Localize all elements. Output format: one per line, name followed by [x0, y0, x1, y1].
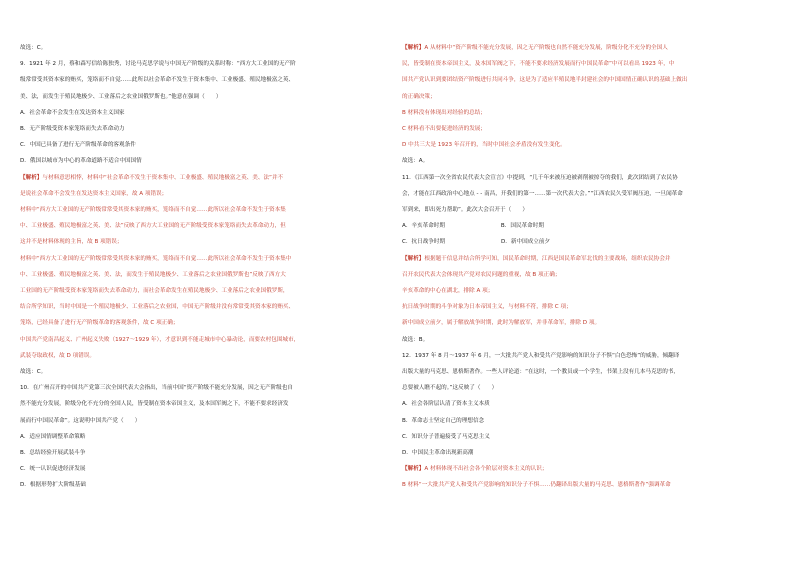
right-line: A．辛亥革命时期 B．国民革命时期 — [402, 223, 544, 230]
right-line: 会，才能在江西政治中心地点 - - 南昌，开我们的第一……第一次代表大会。”“江西农民久受军阀压迫，一旦闻革命 — [402, 190, 683, 197]
left-line: 故选：C。 — [20, 45, 47, 51]
right-line — [402, 461, 774, 477]
right-line: 辛亥革命的中心在湖北，排除 A 项； — [402, 288, 494, 295]
right-line — [402, 40, 774, 56]
analysis-text: A 从材料中“资产阶级不能充分发展，因之无产阶级也自然不能充分发展，阶级分化不充分的全国人 — [424, 45, 668, 51]
left-line: D．根据形势扩大阶级基础 — [20, 482, 86, 489]
left-line: 笼络，已经具备了进行无产阶级革命的客观条件，故 C 项正确； — [20, 320, 179, 327]
right-line: 军到来，即出死力帮助”。此次大会召开于（ ） — [402, 207, 528, 214]
left-line: 结合所学知识，当时中国是一个殖民地极少、工业落后之农业国，中国无产阶级并没有常常受其资本家的贿买、 — [20, 304, 295, 311]
right-line: 总要被人瞧不起的。”这反映了（ ） — [402, 385, 498, 392]
left-line: 中国共产党南昌起义、广州起义失败（1927～1929 年），才意识到不能走城市中心暴动论，而要农村包围城市， — [20, 336, 300, 343]
left-column — [20, 40, 392, 494]
left-line: 美、法，而发生于殖民地极少、工业落后之农业国俄罗斯也。”他意在强调（ ） — [20, 93, 222, 100]
left-line: 武装夺取政权，故 D 项错误。 — [20, 352, 95, 359]
right-line: 新中国成立前夕，属于解放战争时期，此时为解放军，并非革命军，排除 D 项。 — [402, 320, 601, 327]
left-line: C．中国已具备了进行无产阶级革命的客观条件 — [20, 142, 136, 149]
left-line: 9．1921 年 2 月，蔡和森写信给陈独秀，讨论马克思学说与中国无产阶级的关系时称：“西方大工业国的无产阶 — [20, 61, 296, 68]
right-line: 出版大量的马克思、恩格斯著作。一些人评论道：“在这时，一个教员或一个学生，书架上没有几本马克思的书， — [402, 369, 679, 376]
right-line: D 中共三大是 1923 年召开的，当时中国社会矛盾没有发生变化。 — [402, 142, 566, 149]
right-line: 抗日战争时期的斗争对象为日本帝国主义，与材料不符，排除 C 项； — [402, 304, 572, 311]
left-line: 10．在广州召开的中国共产党第三次全国代表大会指出，当前中国“资产阶级不能充分发展，因之无产阶级也自 — [20, 385, 293, 392]
left-line: 这并不是材料体现的主旨，故 B 项错误； — [20, 239, 123, 246]
right-line: 民，皆受制在资本帝国主义，及本国军阀之下，不能不要求经济发展而行中国民革命”中可以看出 1923 年，中 — [402, 61, 675, 68]
right-line: C．抗日战争时期 D．新中国成立前夕 — [402, 239, 551, 246]
right-line: C 材料看不出要促进经济的发展； — [402, 126, 486, 133]
analysis-tag: 【解析】 — [402, 45, 425, 51]
left-line: A．适应国情调整革命策略 — [20, 433, 86, 440]
left-line: 级常常受其资本家的贿买，笼络而不自觉……此所以社会革命不发生于资本集中、工业极盛、殖民地极富之英、 — [20, 77, 295, 84]
analysis-text: A 材料体现不出社会各个阶层对资本主义的认识； — [424, 466, 548, 473]
left-line: 中、工业极盛、殖民地极富之英、美、法，而发生于殖民地极少、工业落后之农业国俄罗斯也”反映了西方大 — [20, 271, 286, 278]
left-line — [20, 170, 392, 186]
analysis-text: 根据题干信息并结合所学可知，国民革命时期，江西是国民革命军北伐的主要战场，组织农民协会并 — [424, 255, 671, 262]
analysis-tag: 【解析】 — [402, 466, 425, 473]
left-line: 材料中“西方大工业国的无产阶级常常受其资本家的贿买，笼络而不自觉……此所以社会革命不发生于资本集 — [20, 207, 286, 214]
right-line: B 材料“一大批共产党人和受共产党影响的知识分子不惧……仍翻译出版大量的马克思、恩格斯著作”强调革命 — [402, 482, 671, 489]
right-line: 国共产党认识到要团结资产阶级进行共同斗争，这是为了适应半殖民地半封建社会的中国国情正确认识的基础上做出 — [402, 77, 688, 84]
left-line: 工业国的无产阶级受资本家笼络而失去革命动力，而社会革命发生在殖民地极少、工业落后之农业国俄罗斯， — [20, 288, 289, 295]
right-line — [402, 251, 774, 267]
left-line: A．社会革命不会发生在发达资本主义国家 — [20, 109, 125, 116]
right-line: B．革命志士坚定自己的理想信念 — [402, 417, 485, 424]
analysis-text: 与材料意思相悖，材料中“社会革命不发生于资本集中、工业极盛、殖民地极富之英、美、法”并不 — [42, 174, 284, 181]
right-line: A．社会各阶层认清了资本主义本质 — [402, 401, 490, 408]
analysis-tag: 【解析】 — [20, 174, 43, 181]
right-line: D．中国民主革命出现新高潮 — [402, 450, 474, 457]
right-column — [402, 40, 774, 494]
left-line: C．统一认识促进经济发展 — [20, 466, 86, 473]
left-line: 是说社会革命不会发生在发达资本主义国家，故 A 项错误； — [20, 190, 168, 197]
left-line: B．总结经验开展武装斗争 — [20, 450, 86, 457]
right-line: 故选：A。 — [402, 158, 429, 165]
left-line: 然不能充分发展，阶级分化不充分的全国人民，皆受制在资本帝国主义，及本国军阀之下，不能不要求经济发 — [20, 401, 289, 408]
analysis-tag: 【解析】 — [402, 255, 425, 262]
right-line: B 材料没有体现出对经验的总结； — [402, 109, 486, 116]
left-line: 中、工业极盛、殖民地极富之英、美、法”反映了西方大工业国的无产阶级受资本家笼络而失去革命动力，但 — [20, 223, 286, 230]
right-line: 11．《江西第一次全省农民代表大会宣言》中提到，“几千年来被压迫被剥削被掠夺的我们，此次团结到了农民协 — [402, 174, 678, 181]
right-line: 召开农民代表大会体现共产党对农民问题的重视，故 B 项正确； — [402, 271, 561, 278]
left-line: 展而行中国民革命”。这说明中国共产党（ ） — [20, 417, 141, 424]
right-line: 的正确决策； — [402, 93, 436, 100]
right-line: 故选：B。 — [402, 336, 429, 343]
right-line: C．知识分子普遍接受了马克思主义 — [402, 433, 490, 440]
left-line: D．俄国以城市为中心的革命道路不适合中国国情 — [20, 158, 142, 165]
left-line: 故选：C。 — [20, 369, 47, 376]
right-line: 12．1937 年 8 月～1937 年 6 月，一大批共产党人和受共产党影响的知识分子不惧“白色恐怖”的威胁，倾翻译 — [402, 352, 680, 359]
left-line: 材料中“西方大工业国的无产阶级常常受其资本家的贿买，笼络而不自觉……此所以社会革命不发生于资本集中 — [20, 255, 292, 262]
left-line: B．无产阶级受资本家笼络而失去革命动力 — [20, 126, 125, 133]
